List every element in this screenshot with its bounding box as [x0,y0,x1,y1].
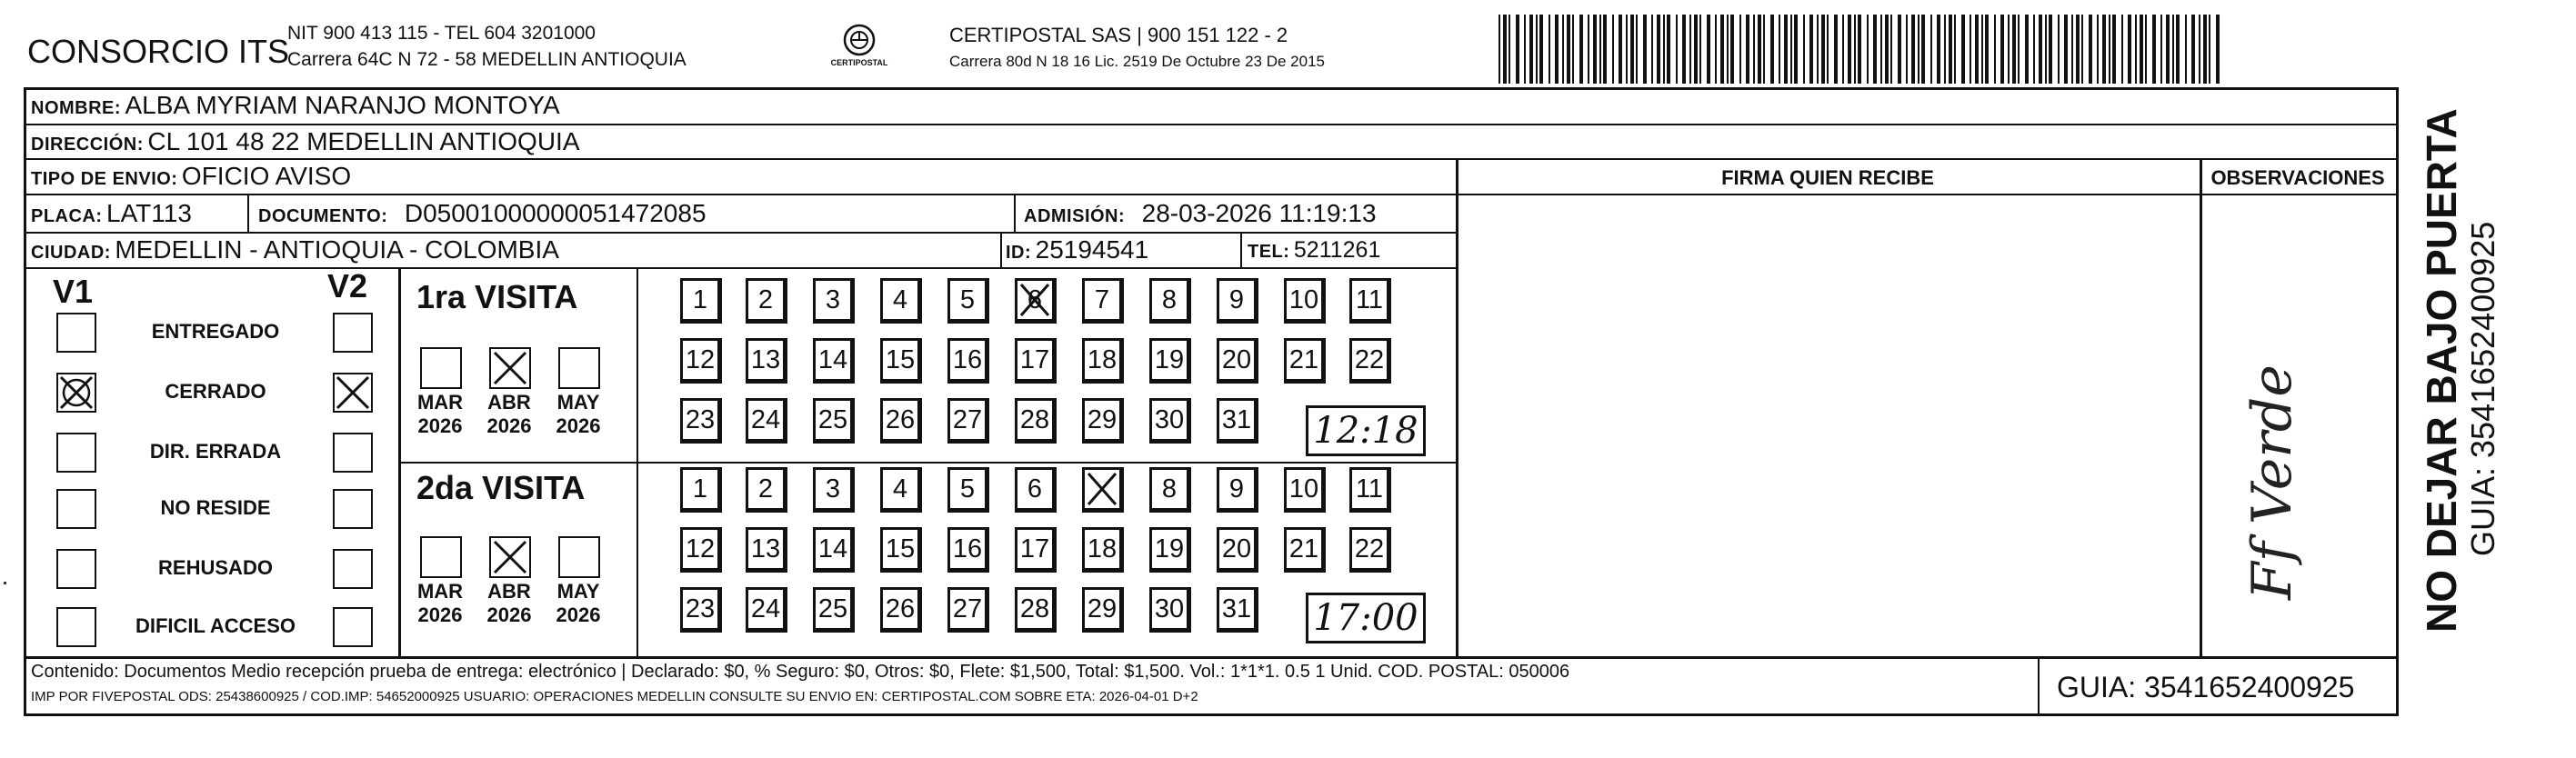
visit1-day-box[interactable]: 25 [813,398,855,444]
visit1-day-box[interactable]: 4 [880,278,922,324]
admision-value: 28-03-2026 11:19:13 [1141,199,1377,227]
barcode-bar [1779,15,1780,84]
barcode-bar [1516,15,1519,84]
barcode-bar [1937,15,1940,84]
barcode-bar [1727,15,1729,84]
v2-checkbox[interactable] [333,313,373,353]
barcode-bar [2199,15,2200,84]
barcode-bar [2145,15,2147,84]
barcode-bar [2018,15,2020,84]
barcode-bar [1985,15,1989,84]
visit1-day-box[interactable]: 16 [947,338,989,384]
barcode-bar [1803,15,1805,84]
ciudad-label: CIUDAD: [31,243,111,263]
barcode-bar [2140,15,2143,84]
barcode-bar [1539,15,1543,84]
visit2-time: 17:00 [1306,593,1426,643]
visit2-day-box[interactable]: 9 [1217,467,1258,513]
placa-label: PLACA: [31,206,103,226]
visit2-day-box[interactable]: 2 [746,467,787,513]
barcode-bar [2121,15,2123,84]
barcode-bar [2025,15,2029,84]
tel-value: 5211261 [1293,237,1381,263]
barcode-bar [2128,15,2131,84]
tel-label: TEL: [1248,242,1290,262]
visit2-day-box[interactable]: 24 [746,587,787,633]
observations-handwriting: Ff Verde [2240,364,2304,600]
barcode-bar [2109,15,2110,84]
side-guia: GUIA: 3541652400925 [2464,221,2501,556]
v2-checkbox[interactable] [333,373,373,413]
visit1-day-box[interactable]: 31 [1217,398,1258,444]
visit1-day-box[interactable]: 15 [880,338,922,384]
barcode-bar [1763,15,1765,84]
visit1-day-box[interactable]: 5 [947,278,989,324]
v1-checkbox[interactable] [56,313,96,353]
visit1-day-box[interactable]: 2 [746,278,787,324]
barcode-bar [1630,15,1634,84]
documento-field [258,199,707,228]
visit1-day-box[interactable]: 23 [680,398,722,444]
admision-label: ADMISIÓN: [1024,206,1126,226]
barcode-bar [1970,15,1971,84]
visit2-day-box[interactable]: 25 [813,587,855,633]
barcode-bar [2112,15,2116,84]
v2-checkbox[interactable] [333,607,373,647]
tipo-envio-value: OFICIO AVISO [181,162,352,190]
barcode-bar [1873,15,1877,84]
barcode-bar [2049,15,2052,84]
visit2-day-box[interactable] [1082,467,1124,513]
visit1-time: 12:18 [1306,405,1426,456]
status-option-label: DIR. ERRADA [149,440,282,463]
barcode-bar [1694,15,1698,84]
visit1-month-label: MAR 2026 [416,391,464,437]
tipo-envio-row [31,162,351,191]
direccion-value: CL 101 48 22 MEDELLIN ANTIOQUIA [147,127,580,155]
v2-checkbox[interactable] [333,489,373,529]
nombre-value: ALBA MYRIAM NARANJO MONTOYA [125,91,560,119]
status-option-label: REHUSADO [158,556,273,579]
barcode-bar [1555,15,1559,84]
status-option-label: DIFICIL ACCESO [135,614,296,637]
visit2-month-checkbox[interactable] [558,536,600,578]
barcode-bar [2000,15,2004,84]
visit1-day-box[interactable]: 9 [1217,278,1258,324]
barcode-bar [1549,15,1550,84]
visit1-month-label: ABR 2026 [486,391,532,437]
visit1-day-box[interactable]: 18 [1082,338,1124,384]
barcode-bar [1890,15,1892,84]
status-option-label: ENTREGADO [151,320,280,343]
direccion-row [31,127,580,156]
visit1-day-box[interactable]: 14 [813,338,855,384]
barcode-bar [1567,15,1570,84]
barcode-bar [1821,15,1825,84]
barcode-bar [1579,15,1583,84]
left-edge-mark [4,582,6,584]
visit1-day-box[interactable]: 21 [1284,338,1326,384]
visit1-day-box[interactable]: 6 [1015,278,1057,324]
barcode-bar [1562,15,1564,84]
barcode-bar [1921,15,1925,84]
side-no-dejar: NO DEJAR BAJO PUERTA [2418,108,2465,633]
barcode-bar [1790,15,1792,84]
visit1-day-box[interactable]: 1 [680,278,722,324]
barcode-bar [2191,15,2195,84]
barcode-bar [1599,15,1601,84]
barcode-bar [1619,15,1622,84]
visit2-day-box[interactable]: 8 [1149,467,1191,513]
footer-guia: GUIA: 3541652400925 [2057,671,2355,703]
barcode-bar [2039,15,2042,84]
visit2-day-box[interactable]: 23 [680,587,722,633]
visit1-day-box[interactable]: 10 [1284,278,1326,324]
barcode-bar [2203,15,2207,84]
barcode-bar [1930,15,1932,84]
tel-field [1248,237,1380,264]
barcode-bar [1643,15,1647,84]
barcode-bar [1572,15,1574,84]
footer-contenido: Contenido: Documentos Medio recepción prueba de entrega: electrónico | Declarado: $0, % Seguro: $0, Otros: $0, Flete: $1,500, Total: $1,500. Vol.: 1*1*1. 0.5 1 Unid. COD. POSTAL: 050006 [31,662,1570,682]
ciudad-field [31,235,559,264]
barcode-bar [1809,15,1813,84]
visit2-day-box[interactable]: 14 [813,527,855,573]
v1-checkbox[interactable] [56,373,96,413]
barcode-bar [1603,15,1607,84]
visit2-day-box[interactable]: 1 [680,467,722,513]
tipo-envio-label: TIPO DE ENVIO: [31,169,178,189]
barcode-bar [1975,15,1979,84]
certipostal-logo [818,20,900,75]
barcode-bar [1911,15,1915,84]
visit2-day-box[interactable]: 17 [1015,527,1057,573]
visit1-day-box[interactable]: 19 [1149,338,1191,384]
barcode-bar [1689,15,1691,84]
v1-label: V1 [53,273,94,310]
barcode-bar [1827,15,1829,84]
visit2-day-box[interactable]: 4 [880,467,922,513]
v1-checkbox[interactable] [56,549,96,589]
mark-x-icon [1085,470,1119,508]
visit2-day-box[interactable]: 29 [1082,587,1124,633]
visit2-month-checkbox[interactable] [489,536,531,578]
barcode-bar [1536,15,1538,84]
visit2-day-box[interactable]: 15 [880,527,922,573]
visit1-day-box[interactable]: 20 [1217,338,1258,384]
barcode-bar [1867,15,1869,84]
visit2-day-box[interactable]: 18 [1082,527,1124,573]
barcode-bar [1739,15,1741,84]
mark-x-icon [491,538,529,576]
visit1-title: 1ra VISITA [416,278,578,315]
barcode-bar [1720,15,1724,84]
visit1-month-label: MAY 2026 [556,391,601,437]
barcode-bar [1854,15,1856,84]
visit2-month-checkbox[interactable] [420,536,462,578]
barcode-bar [1944,15,1946,84]
barcode-bar [1626,15,1628,84]
direccion-label: DIRECCIÓN: [31,135,144,155]
barcode-bar [1994,15,1996,84]
barcode-bar [2064,15,2068,84]
barcode-bar [1848,15,1851,84]
visit2-day-box[interactable]: 12 [680,527,722,573]
v2-checkbox[interactable] [333,549,373,589]
visit1-day-box[interactable]: 29 [1082,398,1124,444]
barcode-bar [1667,15,1670,84]
barcode-bar [1663,15,1665,84]
barcode-bar [1682,15,1686,84]
visit1-day-box[interactable]: 11 [1349,278,1391,324]
visit2-month-label: MAR 2026 [416,580,464,626]
barcode-bar [2008,15,2010,84]
documento-label: DOCUMENTO: [258,206,388,226]
barcode-bar [1885,15,1889,84]
barcode-bar [1954,15,1956,84]
visit2-day-box[interactable]: 31 [1217,587,1258,633]
footer-imp: IMP POR FIVEPOSTAL ODS: 25438600925 / COD.IMP: 54652000925 USUARIO: OPERACIONES MEDELLIN CONSULTE SU ENVIO EN: CERTIPOSTAL.COM SOBRE ETA: 2026-04-01 D+2 [31,689,1198,704]
id-field [1006,235,1148,264]
visit2-day-box[interactable]: 27 [947,587,989,633]
nombre-row [31,91,560,120]
visit2-day-box[interactable]: 16 [947,527,989,573]
v1-checkbox[interactable] [56,433,96,473]
visit1-day-box[interactable]: 30 [1149,398,1191,444]
visit2-day-box[interactable]: 26 [880,587,922,633]
visit1-day-box[interactable]: 28 [1015,398,1057,444]
visit1-day-box[interactable]: 27 [947,398,989,444]
visit2-day-box[interactable]: 10 [1284,467,1326,513]
placa-value: LAT113 [106,199,192,227]
visit1-day-box[interactable]: 24 [746,398,787,444]
documento-value: D05001000000051472085 [404,199,707,227]
barcode-bar [2185,15,2187,84]
barcode-bar [1834,15,1838,84]
barcode-bar [2097,15,2099,84]
visit1-day-box[interactable]: 8 [1149,278,1191,324]
visit2-day-box[interactable]: 19 [1149,527,1191,573]
visit2-month-label: MAY 2026 [556,580,601,626]
barcode-bar [1906,15,1908,84]
barcode-bar [1524,15,1526,84]
check-x-icon [335,374,371,411]
barcode-bar [1961,15,1965,84]
visit1-day-box[interactable]: 3 [813,278,855,324]
barcode-bar [1529,15,1533,84]
barcode-bar [1593,15,1597,84]
status-option-label: CERRADO [165,380,266,403]
barcode-bar [2012,15,2016,84]
visit1-month-checkbox[interactable] [420,347,462,389]
barcode-bar [2160,15,2162,84]
v2-label: V2 [327,267,368,304]
ciudad-value: MEDELLIN - ANTIOQUIA - COLOMBIA [115,235,559,264]
barcode-bar [1770,15,1774,84]
v2-checkbox[interactable] [333,433,373,473]
barcode-bar [2089,15,2092,84]
visit2-day-box[interactable]: 6 [1015,467,1057,513]
logo-caption: CERTIPOSTAL [830,58,888,67]
mark-x-icon [491,349,529,387]
placa-field [31,199,192,228]
visit2-day-box[interactable]: 30 [1149,587,1191,633]
barcode-bar [1636,15,1638,84]
barcode-bar [1730,15,1734,84]
barcode-bar [1817,15,1819,84]
barcode-bar [2081,15,2083,84]
barcode-bar [1981,15,1983,84]
barcode-bar [2076,15,2080,84]
barcode-bar [1503,15,1507,84]
visit1-day-box[interactable]: 12 [680,338,722,384]
barcode-bar [2152,15,2156,84]
barcode-bar [2033,15,2035,84]
visit2-day-box[interactable]: 3 [813,467,855,513]
barcode-bar [1858,15,1861,84]
barcode-bar [1753,15,1755,84]
visit1-day-box[interactable]: 13 [746,338,787,384]
signature-header: FIRMA QUIEN RECIBE [1721,166,1934,189]
barcode-bar [1676,15,1678,84]
visit2-day-box[interactable]: 22 [1349,527,1391,573]
visit1-month-checkbox[interactable] [558,347,600,389]
company-nit: NIT 900 413 115 - TEL 604 3201000 [287,23,596,44]
barcode-bar [2166,15,2170,84]
admision-field [1024,199,1377,228]
barcode-bar [1707,15,1710,84]
visit1-day-box[interactable]: 17 [1015,338,1057,384]
barcode-bar [2102,15,2106,84]
visit1-day-box[interactable]: 7 [1082,278,1124,324]
visit2-day-box[interactable]: 21 [1284,527,1326,573]
barcode-bar [1746,15,1749,84]
id-value: 25194541 [1035,235,1149,264]
v1-checkbox[interactable] [56,607,96,647]
visit2-day-box[interactable]: 20 [1217,527,1258,573]
id-label: ID: [1006,243,1032,263]
visit2-day-box[interactable]: 5 [947,467,989,513]
visit2-day-box[interactable]: 13 [746,527,787,573]
barcode-bar [2216,15,2220,84]
barcode-bar [2045,15,2047,84]
barcode-bar [2209,15,2210,84]
barcode-bar [1880,15,1882,84]
barcode-bar [1918,15,1919,84]
barcode-bar [1794,15,1798,84]
barcode-bar [2135,15,2137,84]
barcode-bar [1949,15,1952,84]
barcode-bar [2176,15,2180,84]
barcode-bar [1657,15,1660,84]
nombre-label: NOMBRE: [31,98,122,118]
visit1-day-box[interactable]: 26 [880,398,922,444]
company-name: CONSORCIO ITS [27,33,290,70]
visit1-month-checkbox[interactable] [489,347,531,389]
barcode-bar [2058,15,2060,84]
certipostal-line1: CERTIPOSTAL SAS | 900 151 122 - 2 [949,24,1288,46]
v1-checkbox[interactable] [56,489,96,529]
barcode-bar [1715,15,1717,84]
barcode-bar [1842,15,1844,84]
barcode-bar [1758,15,1761,84]
visit1-day-box[interactable]: 22 [1349,338,1391,384]
status-option-label: NO RESIDE [160,496,271,519]
barcode-bar [1651,15,1653,84]
barcode-bar [2071,15,2073,84]
barcode-bar [2172,15,2174,84]
visit2-day-box[interactable]: 11 [1349,467,1391,513]
observations-header: OBSERVACIONES [2210,166,2385,189]
visit2-day-box[interactable]: 28 [1015,587,1057,633]
company-address: Carrera 64C N 72 - 58 MEDELLIN ANTIOQUIA [287,49,687,70]
certipostal-line2: Carrera 80d N 18 16 Lic. 2519 De Octubre 23 De 2015 [949,53,1325,70]
barcode [1498,15,2226,84]
visit2-month-label: ABR 2026 [486,580,532,626]
check-x-icon [58,374,95,411]
visit2-title: 2da VISITA [416,469,586,506]
barcode-bar [1699,15,1701,84]
barcode-bar [1612,15,1614,84]
barcode-bar [1509,15,1510,84]
barcode-bar [1588,15,1589,84]
barcode-bar [1898,15,1901,84]
barcode-bar [1784,15,1788,84]
barcode-bar [1498,15,1500,84]
